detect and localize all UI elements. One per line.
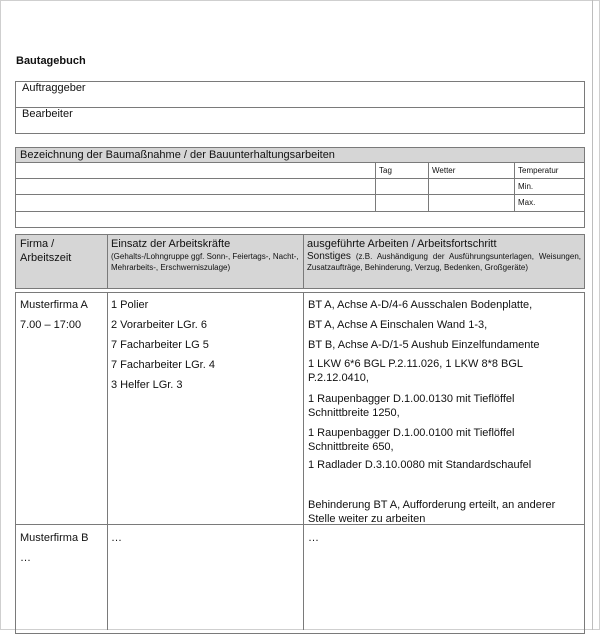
- main-header-col1: [107, 234, 108, 289]
- measure-col-temp: [514, 162, 515, 211]
- row-a-work-1: BT A, Achse A-D/4-6 Ausschalen Bodenplatte,: [308, 299, 533, 311]
- row-b-works: …: [308, 532, 319, 544]
- body-col1: [107, 292, 108, 630]
- document-title: Bautagebuch: [16, 55, 86, 67]
- row-a-work-6: 1 Raupenbagger D.1.00.0100 mit Tieflöffel Schnittbreite 650,: [308, 427, 515, 453]
- temperatur-label: Temperatur: [518, 166, 559, 175]
- client-divider: [15, 107, 585, 108]
- col3-header-sub: [307, 251, 581, 273]
- row-a-firma: Musterfirma A: [20, 299, 88, 311]
- measure-col-tag: [375, 162, 376, 211]
- row-b-workers: …: [111, 532, 122, 544]
- row-a-zeit: 7.00 – 17:00: [20, 319, 82, 331]
- page-edge: [592, 0, 593, 630]
- tag-label: Tag: [379, 166, 392, 175]
- col3-header-title: ausgeführte Arbeiten / Arbeitsfortschritt: [307, 238, 497, 250]
- row-a-work-2: BT A, Achse A Einschalen Wand 1-3,: [308, 319, 488, 331]
- row-a-worker-5: 3 Helfer LGr. 3: [111, 379, 183, 391]
- row-b-zeit: …: [20, 552, 31, 564]
- max-label: Max.: [518, 198, 536, 207]
- main-header-col2: [303, 234, 304, 289]
- col3-header-note: (z.B. Aushändigung der Ausführungsunterlagen, Weisungen, Zusatzaufträge, Behinderung, Verzug, Bedenken, Großgeräte): [307, 252, 581, 272]
- col1-header-line1: Firma /: [20, 238, 55, 250]
- measure-divider-4: [15, 211, 585, 212]
- row-a-worker-1: 1 Polier: [111, 299, 149, 311]
- measure-divider-1: [15, 162, 585, 163]
- body-col2: [303, 292, 304, 630]
- measure-divider-2: [15, 178, 585, 179]
- row-a-worker-3: 7 Facharbeiter LG 5: [111, 339, 209, 351]
- bearbeiter-label: Bearbeiter: [22, 108, 73, 120]
- auftraggeber-label: Auftraggeber: [22, 82, 86, 94]
- row-a-work-3: BT B, Achse A-D/1-5 Aushub Einzelfundamente: [308, 339, 540, 351]
- col2-header-title: Einsatz der Arbeitskräfte: [111, 238, 231, 250]
- col1-header-line2: Arbeitszeit: [20, 252, 72, 264]
- measure-heading: Bezeichnung der Baumaßnahme / der Bauunterhaltungsarbeiten: [20, 149, 335, 161]
- wetter-label: Wetter: [432, 166, 456, 175]
- measure-divider-3: [15, 194, 585, 195]
- row-a-work-5: 1 Raupenbagger D.1.00.0130 mit Tieflöffel Schnittbreite 1250,: [308, 393, 515, 419]
- row-a-work-7: 1 Radlader D.3.10.0080 mit Standardschaufel: [308, 459, 532, 471]
- min-label: Min.: [518, 182, 534, 191]
- row-b-firma: Musterfirma B: [20, 532, 89, 544]
- col3-header-prefix: Sonstiges: [307, 251, 351, 262]
- row-a-worker-4: 7 Facharbeiter LGr. 4: [111, 359, 215, 371]
- measure-col-wetter: [428, 162, 429, 211]
- col2-header-note: (Gehalts-/Lohngruppe ggf. Sonn-, Feiertags-, Nacht-, Mehrarbeits-, Erschwerniszulage): [111, 252, 299, 272]
- row-a-work-8: Behinderung BT A, Aufforderung erteilt, an anderer Stelle weiter zu arbeiten: [308, 499, 556, 525]
- row-a-worker-2: 2 Vorarbeiter LGr. 6: [111, 319, 207, 331]
- row-a-work-4: 1 LKW 6*6 BGL P.2.11.026, 1 LKW 8*8 BGL P.2.12.0410,: [308, 358, 523, 384]
